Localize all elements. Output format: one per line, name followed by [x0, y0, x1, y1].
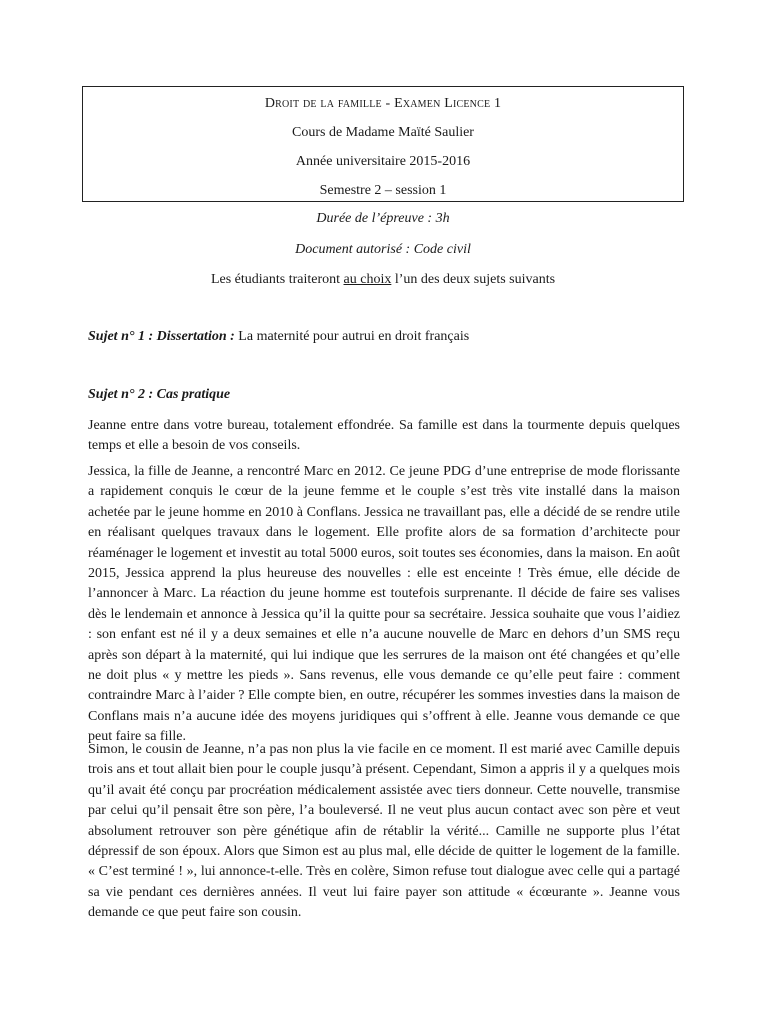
- exam-duration: Durée de l’épreuve : 3h: [316, 211, 450, 226]
- subject-1: [88, 329, 680, 345]
- instruction-underlined: au choix: [343, 272, 392, 287]
- exam-header-box: [82, 86, 684, 202]
- exam-title: Droit de la famille - Examen Licence 1: [264, 96, 502, 111]
- exam-instruction: [82, 272, 684, 288]
- authorized-documents: Document autorisé : Code civil: [295, 242, 471, 257]
- instruction-before: Les étudiants traiteront: [210, 272, 344, 287]
- course-name: Cours de Madame Maïté Saulier: [292, 125, 474, 140]
- paragraph-intro: Jeanne entre dans votre bureau, totalement effondrée. Sa famille est dans la tourmente depuis quelques temps et elle a besoin de vos conseils.: [88, 418, 680, 454]
- paragraph-simon: Simon, le cousin de Jeanne, n’a pas non plus la vie facile en ce moment. Il est marié avec Camille depuis trois ans et tout allait bien pour le couple jusqu’à présent. Cependant, Simon a appris il y a quelques mois qu’il avait été conçu par procréation médicalement assistée avec tiers donneur. Cette nouvelle, transmise par celui qu’il pensait être son père, l’a bouleversé. Il ne veut plus aucun contact avec son père et veut absolument retrouver son père génétique afin de rétablir la vérité... Camille ne supporte plus l’état dépressif de son époux. Alors que Simon est au plus mal, elle décide de quitter le logement de la famille. « C’est terminé ! », lui annonce-t-elle. Très en colère, Simon refuse tout dialogue avec celle qui a partagé sa vie pendant ces dernières années. Il veut lui faire payer son attitude « écœurante ». Jeanne vous demande ce que peut faire son cousin.: [88, 742, 680, 921]
- subject-2-label: Sujet n° 2 : Cas pratique: [88, 387, 231, 402]
- subject-1-label: Sujet n° 1 : Dissertation :: [88, 329, 235, 344]
- academic-year: Année universitaire 2015-2016: [295, 154, 471, 169]
- paragraph-jessica: Jessica, la fille de Jeanne, a rencontré Marc en 2012. Ce jeune PDG d’une entreprise de mode florissante a rapidement conquis le cœur de la jeune femme et le couple s’est très vite installé dans la maison achetée par le jeune homme en 2010 à Conflans. Jessica ne travaillant pas, elle a décidé de se rendre utile en réalisant quelques travaux dans le logement. Elle profite alors de sa formation d’architecte pour réaménager le logement et investit au total 5000 euros, soit toutes ses économies, dans la maison. En août 2015, Jessica apprend la plus heureuse des nouvelles : elle est enceinte ! Très émue, elle décide de l’annoncer à Marc. La réaction du jeune homme est toutefois surprenante. Il décide de faire ses valises dès le lendemain et annonce à Jessica qu’il la quitte pour sa secrétaire. Jessica souhaite que vous l’aidiez : son enfant est né il y a deux semaines et elle n’a aucune nouvelle de Marc en dehors d’un SMS reçu après son départ à la maternité, qui lui indique que les serrures de la maison ont été changées et qu’elle ne doit plus « y mettre les pieds ». Sans revenus, elle vous demande ce qu’elle peut faire : comment contraindre Marc à l’aider ? Elle compte bien, en outre, récupérer les sommes investies dans la maison de Conflans mais n’a aucune idée des moyens juridiques qui s’offrent à elle. Jeanne vous demande ce que peut faire sa fille.: [88, 464, 680, 745]
- instruction-after: l’un des deux sujets suivants: [391, 272, 556, 287]
- subject-2: [88, 387, 680, 403]
- semester-session: Semestre 2 – session 1: [319, 183, 447, 198]
- subject-1-text: La maternité pour autrui en droit français: [234, 329, 470, 344]
